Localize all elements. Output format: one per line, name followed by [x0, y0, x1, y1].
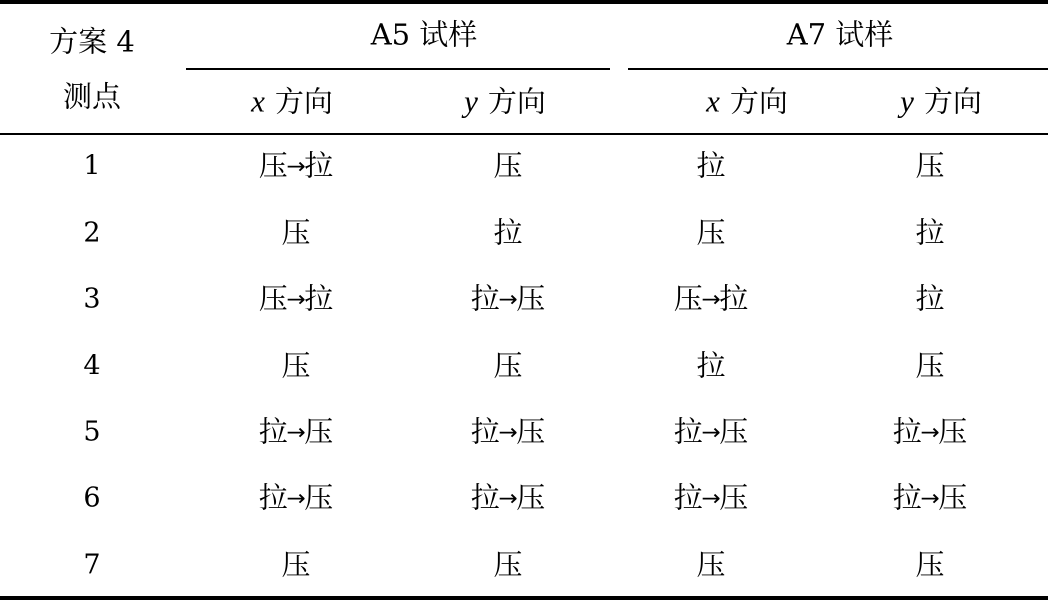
stress-state-cell: [915, 148, 945, 183]
right-arrow-icon: →: [498, 287, 518, 313]
measure-point-4: 4: [83, 350, 101, 382]
stress-state-text: 压: [493, 348, 523, 383]
stress-state-cell: [696, 148, 726, 183]
stress-state-text: 压: [516, 480, 546, 515]
stress-state-cell: [493, 148, 523, 183]
stress-state-text: 拉: [915, 215, 945, 250]
stress-state-cell: [258, 281, 334, 316]
right-arrow-icon: →: [286, 154, 306, 180]
plan-label: 方案 4: [49, 24, 135, 59]
stress-state-cell: [493, 547, 523, 582]
stress-state-text: 拉: [470, 281, 500, 316]
stress-state-text: 拉: [719, 281, 749, 316]
subcol-label: 方向: [729, 84, 788, 119]
right-arrow-icon: →: [286, 287, 306, 313]
stress-state-text: 压: [516, 414, 546, 449]
stress-state-text: 拉: [470, 480, 500, 515]
subcol-a5-x: [251, 83, 333, 119]
stress-state-cell: [696, 215, 726, 250]
axis-symbol: y: [900, 83, 914, 119]
point-label: 测点: [62, 79, 122, 114]
stress-state-text: 压: [719, 414, 749, 449]
stress-state-cell: [281, 547, 311, 582]
stress-state-text: 压: [696, 547, 726, 582]
subcol-a7-y: [900, 83, 982, 119]
stress-state-text: 拉: [258, 414, 288, 449]
stress-state-text: 拉: [915, 281, 945, 316]
stress-state-text: 压: [938, 414, 968, 449]
stress-state-cell: [673, 281, 749, 316]
stress-state-cell: [493, 348, 523, 383]
stress-state-cell: [281, 348, 311, 383]
stress-state-cell: [696, 547, 726, 582]
stress-state-text: 压: [915, 348, 945, 383]
stress-state-text: 压: [493, 547, 523, 582]
stress-state-text: 拉: [304, 281, 334, 316]
stress-state-cell: [892, 414, 968, 449]
right-arrow-icon: →: [701, 420, 721, 446]
right-arrow-icon: →: [701, 287, 721, 313]
a7-group-rule: [628, 68, 1048, 70]
measure-point-1: 1: [83, 150, 101, 182]
right-arrow-icon: →: [286, 486, 306, 512]
stress-state-text: 拉: [493, 215, 523, 250]
stress-state-text: 压: [281, 215, 311, 250]
right-arrow-icon: →: [498, 486, 518, 512]
group-a5-label: A5 试样: [370, 17, 478, 52]
stress-state-cell: [673, 480, 749, 515]
stress-state-text: 拉: [470, 414, 500, 449]
stress-state-text: 压: [493, 148, 523, 183]
right-arrow-icon: →: [498, 420, 518, 446]
stress-state-cell: [258, 480, 334, 515]
stress-state-text: 拉: [892, 480, 922, 515]
stress-state-text: 压: [673, 281, 703, 316]
right-arrow-icon: →: [701, 486, 721, 512]
measure-point-2: 2: [83, 217, 101, 249]
measure-point-5: 5: [83, 416, 101, 448]
table-top-rule: [0, 0, 1048, 4]
stress-state-cell: [258, 148, 334, 183]
stress-state-cell: [673, 414, 749, 449]
stress-state-text: 压: [719, 480, 749, 515]
stress-state-text: 拉: [304, 148, 334, 183]
stress-state-text: 压: [516, 281, 546, 316]
stress-state-text: 压: [281, 547, 311, 582]
measure-point-6: 6: [83, 482, 101, 514]
stress-state-cell: [493, 215, 523, 250]
stress-state-cell: [892, 480, 968, 515]
header-bottom-rule: [0, 133, 1048, 135]
axis-symbol: x: [251, 83, 265, 119]
measure-point-7: 7: [83, 549, 101, 581]
stress-state-cell: [915, 281, 945, 316]
stress-state-cell: [258, 414, 334, 449]
stress-state-cell: [470, 281, 546, 316]
stress-state-text: 压: [938, 480, 968, 515]
subcol-a5-y: [464, 83, 546, 119]
stress-state-text: 拉: [673, 414, 703, 449]
stress-state-text: 拉: [696, 148, 726, 183]
subcol-label: 方向: [923, 84, 982, 119]
stress-state-text: 压: [696, 215, 726, 250]
right-arrow-icon: →: [286, 420, 306, 446]
stress-state-cell: [281, 215, 311, 250]
stress-state-text: 压: [915, 148, 945, 183]
stress-state-text: 拉: [696, 348, 726, 383]
right-arrow-icon: →: [920, 486, 940, 512]
stress-state-text: 压: [281, 348, 311, 383]
subcol-label: 方向: [274, 84, 333, 119]
stress-state-cell: [470, 480, 546, 515]
stress-state-text: 压: [258, 148, 288, 183]
stress-state-cell: [915, 547, 945, 582]
a5-group-rule: [186, 68, 610, 70]
stress-state-text: 压: [304, 480, 334, 515]
stress-state-text: 拉: [892, 414, 922, 449]
right-arrow-icon: →: [920, 420, 940, 446]
stress-state-cell: [696, 348, 726, 383]
stress-state-text: 压: [915, 547, 945, 582]
stress-state-text: 拉: [258, 480, 288, 515]
subcol-a7-x: [706, 83, 788, 119]
axis-symbol: y: [464, 83, 478, 119]
stress-state-text: 压: [258, 281, 288, 316]
table-bottom-rule: [0, 596, 1048, 600]
subcol-label: 方向: [487, 84, 546, 119]
stress-state-cell: [915, 215, 945, 250]
stress-state-cell: [470, 414, 546, 449]
group-a7-label: A7 试样: [786, 17, 894, 52]
measure-point-3: 3: [83, 283, 101, 315]
stress-state-text: 拉: [673, 480, 703, 515]
stress-state-cell: [915, 348, 945, 383]
axis-symbol: x: [706, 83, 720, 119]
stress-state-text: 压: [304, 414, 334, 449]
